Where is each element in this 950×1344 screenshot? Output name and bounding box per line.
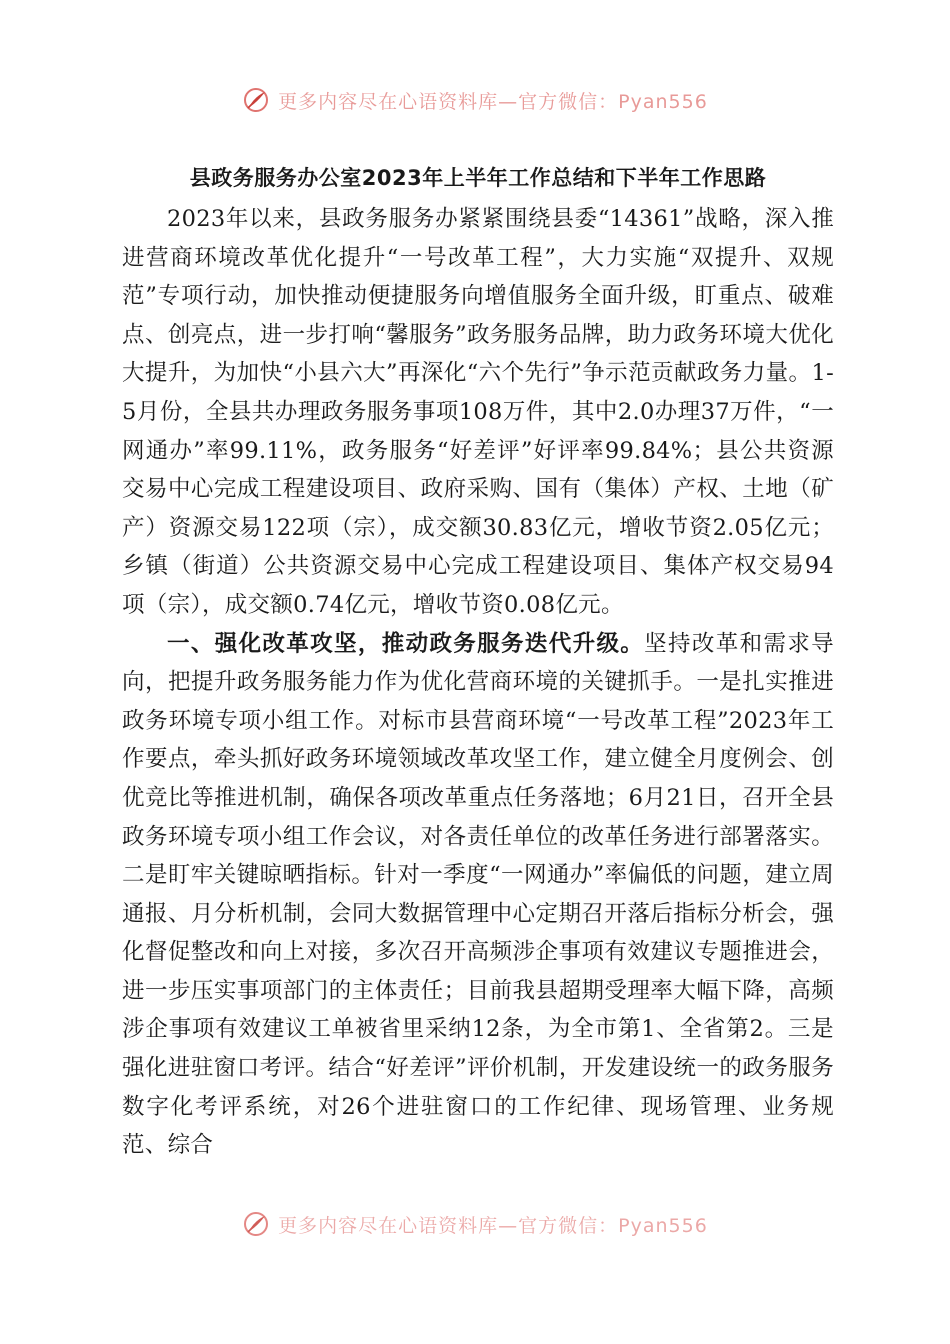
quill-logo-icon [242,1210,270,1238]
quill-logo-icon [242,86,270,114]
watermark-footer [0,1210,950,1238]
section-1-body: 坚持改革和需求导向，把提升政务服务能力作为优化营商环境的关键抓手。一是扎实推进政务环境专项小组工作。对标市县营商环境“一号改革工程”2023年工作要点，牵头抓好政务环境领域改革攻坚工作，建立健全月度例会、创优竞比等推进机制，确保各项改革重点任务落地；6月21日，召开全县政务环境专项小组工作会议，对各责任单位的改革任务进行部署落实。二是盯牢关键晾晒指标。针对一季度“一网通办”率偏低的问题，建立周通报、月分析机制，会同大数据管理中心定期召开落后指标分析会，强化督促整改和向上对接，多次召开高频涉企事项有效建议专题推进会，进一步压实事项部门的主体责任；目前我县超期受理率大幅下降，高频涉企事项有效建议工单被省里采纳12条，为全市第1、全省第2。三是强化进驻窗口考评。结合“好差评”评价机制，开发建设统一的政务服务数字化考评系统，对26个进驻窗口的工作纪律、现场管理、业务规范、综合 [122,630,834,1159]
watermark-text: 更多内容尽在心语资料库—官方微信：Pyan556 [278,90,708,113]
watermark-header [0,86,950,114]
section-1-paragraph [122,625,834,1165]
section-1-heading: 一、强化改革攻坚，推动政务服务迭代升级。 [167,630,645,657]
watermark-text: 更多内容尽在心语资料库—官方微信：Pyan556 [278,1214,708,1237]
intro-paragraph: 2023年以来，县政务服务办紧紧围绕县委“14361”战略，深入推进营商环境改革优化提升“一号改革工程”，大力实施“双提升、双规范”专项行动，加快推动便捷服务向增值服务全面升级，盯重点、破难点、创亮点，进一步打响“馨服务”政务服务品牌，助力政务环境大优化大提升，为加快“小县六大”再深化“六个先行”争示范贡献政务力量。1-5月份，全县共办理政务服务事项108万件，其中2.0办理37万件，“一网通办”率99.11%，政务服务“好差评”好评率99.84%；县公共资源交易中心完成工程建设项目、政府采购、国有（集体）产权、土地（矿产）资源交易122项（宗），成交额30.83亿元，增收节资2.05亿元；乡镇（街道）公共资源交易中心完成工程建设项目、集体产权交易94项（宗），成交额0.74亿元，增收节资0.08亿元。 [122,206,834,618]
document-title: 县政务服务办公室2023年上半年工作总结和下半年工作思路 [189,166,767,190]
document-page [122,160,834,1165]
